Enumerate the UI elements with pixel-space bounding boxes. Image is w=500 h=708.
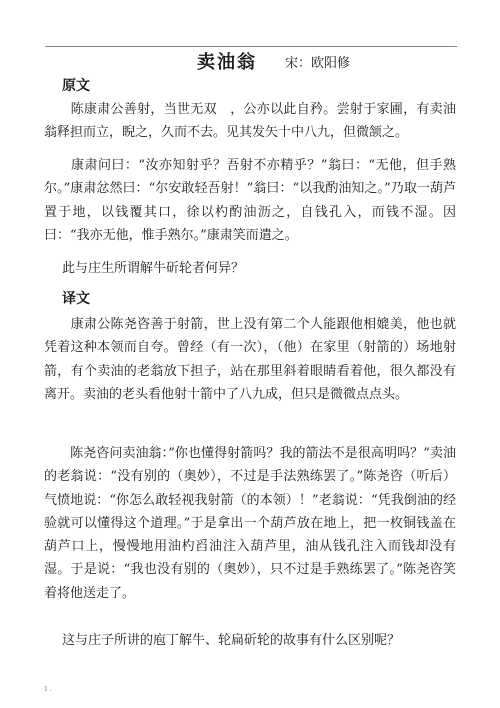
- page-corner-mark: .: [455, 37, 457, 44]
- translation-paragraph-1: 康肃公陈尧咨善于射箭，世上没有第二个人能跟他相媲美，他也就凭着这种本领而自夸。曾经（有一次），（他）在家里（射箭的）场地射箭，有个卖油的老翁放下担子，站在那里斜着眼睛看着他，很久都没有离开。卖油的老头看他射十箭中了八九成，但只是微微点点头。: [44, 317, 456, 402]
- original-paragraph-2: 康肃问曰：“汝亦知射乎？吾射不亦精乎？”翁曰：“无他，但手熟尔。”康肃忿然曰：“尔安敢轻吾射！”翁曰：“以我酌油知之。”乃取一葫芦置于地，以钱覆其口，徐以杓酌油沥之，自钱孔入，而钱不湿。因曰：“我亦无他，惟手熟尔。”康肃笑而遣之。: [44, 158, 456, 243]
- original-paragraph-3: 此与庄生所谓解牛斫轮者何异？: [62, 261, 245, 276]
- original-heading: 原文: [62, 78, 90, 94]
- translation-heading: 译文: [62, 291, 90, 307]
- title-row: [0, 51, 500, 75]
- original-paragraph-1: 陈康肃公善射，当世无双 ，公亦以此自矜。尝射于家圃，有卖油翁释担而立，睨之，久而不去。见其发矢十中八九，但微颔之。: [44, 102, 456, 141]
- header-rule: [45, 46, 457, 47]
- translation-paragraph-3: 这与庄子所讲的庖丁解牛、轮扁斫轮的故事有什么区别呢？: [62, 633, 401, 648]
- document-title: 卖油翁: [197, 52, 257, 73]
- page-number: 1 .: [44, 686, 52, 693]
- translation-paragraph-2: 陈尧咨问卖油翁：”你也懂得射箭吗？我的箭法不是很高明吗？”卖油的老翁说：“没有别的（奥妙），不过是手法熟练罢了。”陈尧咨（听后）气愤地说：“你怎么敢轻视我射箭（的本领）！”老翁说：“凭我倒油的经验就可以懂得这个道理。”于是拿出一个葫芦放在地上，把一枚铜钱盖在葫芦口上，慢慢地用油杓舀油注入葫芦里，油从钱孔注入而钱却没有湿。于是说：“我也没有别的（奥妙），只不过是手熟练罢了。”陈尧咨笑着将他送走了。: [44, 446, 456, 601]
- document-author: 宋：欧阳修: [285, 56, 351, 71]
